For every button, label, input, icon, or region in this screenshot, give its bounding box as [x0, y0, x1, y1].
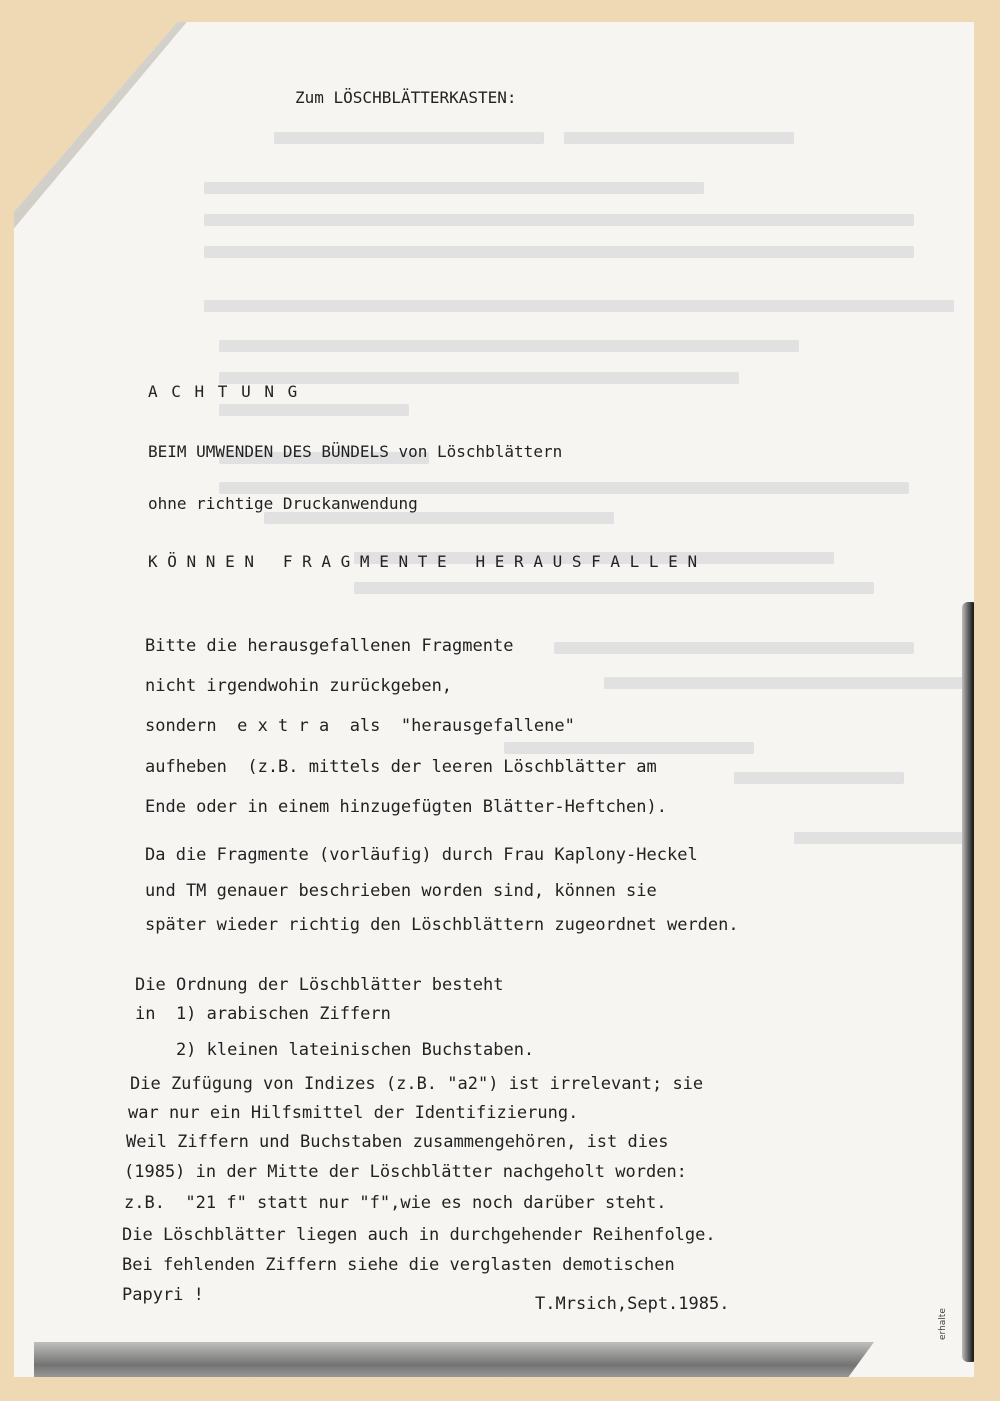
paragraph-line: Die Ordnung der Löschblätter besteht — [135, 975, 504, 995]
warning-title: A C H T U N G — [148, 382, 300, 401]
paragraph-line: später wieder richtig den Löschblättern zugeordnet werden. — [145, 915, 739, 935]
paragraph-line: in 1) arabischen Ziffern — [135, 1004, 391, 1024]
signature: T.Mrsich,Sept.1985. — [535, 1294, 730, 1314]
paragraph-line: und TM genauer beschrieben worden sind, können sie — [145, 881, 657, 901]
document-heading: Zum LÖSCHBLÄTTERKASTEN: — [295, 88, 517, 107]
paragraph-line: Bitte die herausgefallenen Fragmente — [145, 636, 514, 656]
page-edge-shadow-right — [962, 602, 978, 1362]
page-curl — [14, 22, 194, 237]
warning-line-1: BEIM UMWENDEN DES BÜNDELS von Löschblättern — [148, 442, 563, 461]
paragraph-line: (1985) in der Mitte der Löschblätter nachgeholt worden: — [124, 1162, 687, 1182]
paragraph-line: Die Löschblätter liegen auch in durchgehender Reihenfolge. — [122, 1225, 716, 1245]
paragraph-line: z.B. "21 f" statt nur "f",wie es noch darüber steht. — [124, 1193, 667, 1213]
paragraph-line: Bei fehlenden Ziffern siehe die verglasten demotischen — [122, 1255, 675, 1275]
warning-line-2: ohne richtige Druckanwendung — [148, 494, 418, 513]
paragraph-line: Ende oder in einem hinzugefügten Blätter-Heftchen). — [145, 797, 667, 817]
paragraph-line: Papyri ! — [122, 1285, 204, 1305]
paragraph-line: sondern e x t r a als "herausgefallene" — [145, 716, 575, 736]
paragraph-line: aufheben (z.B. mittels der leeren Löschblätter am — [145, 757, 657, 777]
paragraph-line: Die Zufügung von Indizes (z.B. "a2") ist irrelevant; sie — [130, 1074, 704, 1094]
paragraph-line: nicht irgendwohin zurückgeben, — [145, 676, 453, 696]
warning-line-3: K Ö N N E N F R A G M E N T E H E R A U S F A L L E N — [148, 552, 698, 571]
paragraph-line: Weil Ziffern und Buchstaben zusammengehören, ist dies — [126, 1132, 669, 1152]
margin-stamp: erhalte — [938, 1308, 948, 1340]
paragraph-line: 2) kleinen lateinischen Buchstaben. — [135, 1040, 535, 1060]
paragraph-line: war nur ein Hilfsmittel der Identifizierung. — [128, 1103, 579, 1123]
paragraph-line: Da die Fragmente (vorläufig) durch Frau Kaplony-Heckel — [145, 845, 698, 865]
page-edge-shadow-bottom — [34, 1342, 874, 1388]
